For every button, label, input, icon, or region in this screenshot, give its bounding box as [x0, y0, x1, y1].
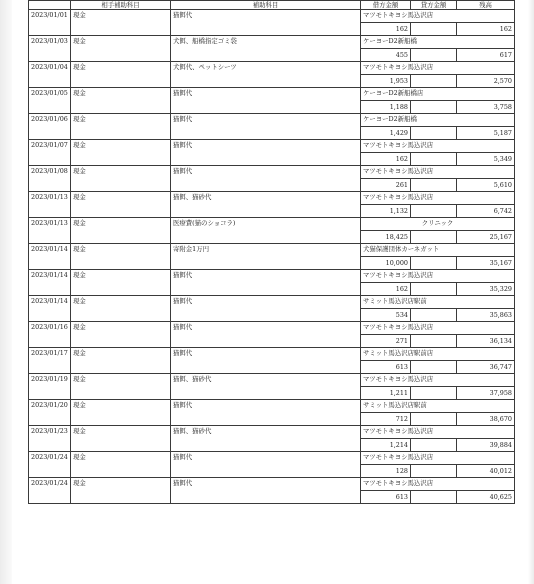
entry-balance: 162 [457, 23, 515, 36]
entry-store: サミット馬込沢店駅前 [361, 400, 515, 413]
entry-account: 現金 [71, 400, 171, 426]
entry-date: 2023/01/06 [29, 114, 71, 140]
entry-debit: 1,429 [361, 127, 411, 140]
entry-description: 犬餌代、ペットシーツ [171, 62, 361, 88]
entry-date: 2023/01/14 [29, 270, 71, 296]
entry-date: 2023/01/13 [29, 192, 71, 218]
entry-balance: 5,610 [457, 179, 515, 192]
entry-store: 犬猫保護団体カーネガット [361, 244, 515, 257]
header-row [29, 1, 515, 10]
entry-date: 2023/01/01 [29, 10, 71, 36]
entry-store: サミット馬込沢店駅前店 [361, 348, 515, 361]
entry-debit: 261 [361, 179, 411, 192]
entry-store: マツモトキヨシ馬込沢店 [361, 374, 515, 387]
entry-account: 現金 [71, 426, 171, 452]
ledger-entry-top [29, 426, 515, 439]
ledger-entry-top [29, 322, 515, 335]
entry-balance: 35,329 [457, 283, 515, 296]
ledger-body [29, 10, 515, 504]
entry-date: 2023/01/13 [29, 218, 71, 244]
entry-debit: 1,953 [361, 75, 411, 88]
entry-date: 2023/01/24 [29, 452, 71, 478]
entry-balance: 40,625 [457, 491, 515, 504]
ledger-entry-top [29, 10, 515, 23]
ledger-table [28, 0, 515, 504]
entry-store: マツモトキヨシ馬込沢店 [361, 452, 515, 465]
page-right-shadow [528, 0, 534, 584]
entry-date: 2023/01/07 [29, 140, 71, 166]
entry-credit [411, 465, 457, 478]
entry-description: 猫餌、猫砂代 [171, 192, 361, 218]
entry-debit: 534 [361, 309, 411, 322]
ledger-entry-top [29, 270, 515, 283]
entry-account: 現金 [71, 478, 171, 504]
entry-balance: 5,187 [457, 127, 515, 140]
entry-store: マツモトキヨシ馬込沢店 [361, 192, 515, 205]
entry-credit [411, 309, 457, 322]
entry-date: 2023/01/14 [29, 296, 71, 322]
entry-credit [411, 101, 457, 114]
entry-debit: 455 [361, 49, 411, 62]
entry-description: 猫餌代 [171, 140, 361, 166]
entry-debit: 1,188 [361, 101, 411, 114]
entry-account: 現金 [71, 348, 171, 374]
ledger-entry-top [29, 244, 515, 257]
entry-store: マツモトキヨシ馬込沢店 [361, 322, 515, 335]
entry-balance: 2,570 [457, 75, 515, 88]
entry-account: 現金 [71, 140, 171, 166]
entry-account: 現金 [71, 452, 171, 478]
entry-store: マツモトキヨシ馬込沢店 [361, 478, 515, 491]
entry-balance: 5,349 [457, 153, 515, 166]
entry-date: 2023/01/14 [29, 244, 71, 270]
header-date [29, 1, 71, 10]
entry-debit: 271 [361, 335, 411, 348]
entry-credit [411, 361, 457, 374]
entry-date: 2023/01/08 [29, 166, 71, 192]
entry-store: ケーヨーD2新船橋店 [361, 88, 515, 101]
entry-description: 猫餌代 [171, 166, 361, 192]
entry-credit [411, 153, 457, 166]
entry-balance: 617 [457, 49, 515, 62]
entry-credit [411, 49, 457, 62]
entry-store: マツモトキヨシ馬込沢店 [361, 166, 515, 179]
entry-store: ケーヨーD2新船橋 [361, 114, 515, 127]
entry-credit [411, 283, 457, 296]
entry-account: 現金 [71, 88, 171, 114]
entry-store: マツモトキヨシ馬込沢店 [361, 10, 515, 23]
entry-credit [411, 257, 457, 270]
entry-store: マツモトキヨシ馬込沢店 [361, 140, 515, 153]
entry-account: 現金 [71, 166, 171, 192]
ledger-entry-top [29, 400, 515, 413]
entry-balance: 36,747 [457, 361, 515, 374]
ledger-entry-top [29, 88, 515, 101]
entry-date: 2023/01/23 [29, 426, 71, 452]
entry-account: 現金 [71, 62, 171, 88]
ledger-entry-top [29, 62, 515, 75]
page-left-shadow [0, 0, 12, 584]
ledger-entry-top [29, 140, 515, 153]
entry-balance: 6,742 [457, 205, 515, 218]
entry-store: マツモトキヨシ馬込沢店 [361, 270, 515, 283]
entry-credit [411, 179, 457, 192]
entry-credit [411, 413, 457, 426]
header-credit: 貸方金額 [411, 1, 457, 10]
ledger-entry-top [29, 348, 515, 361]
entry-balance: 25,167 [457, 231, 515, 244]
entry-debit: 128 [361, 465, 411, 478]
entry-balance: 35,863 [457, 309, 515, 322]
entry-date: 2023/01/20 [29, 400, 71, 426]
entry-date: 2023/01/05 [29, 88, 71, 114]
ledger-entry-top [29, 478, 515, 491]
entry-debit: 1,214 [361, 439, 411, 452]
entry-description: 猫餌代 [171, 452, 361, 478]
entry-account: 現金 [71, 218, 171, 244]
entry-balance: 38,670 [457, 413, 515, 426]
entry-description: 医療費(猫のショコラ) [171, 218, 361, 244]
entry-balance: 36,134 [457, 335, 515, 348]
entry-account: 現金 [71, 10, 171, 36]
entry-description: 猫餌代 [171, 10, 361, 36]
entry-credit [411, 127, 457, 140]
entry-balance: 40,012 [457, 465, 515, 478]
entry-balance: 37,958 [457, 387, 515, 400]
entry-credit [411, 491, 457, 504]
entry-date: 2023/01/19 [29, 374, 71, 400]
entry-credit [411, 205, 457, 218]
entry-store: クリニック [361, 218, 515, 231]
entry-description: 猫餌代 [171, 348, 361, 374]
entry-debit: 162 [361, 153, 411, 166]
header-debit: 借方金額 [361, 1, 411, 10]
entry-account: 現金 [71, 296, 171, 322]
entry-description: 犬餌、船橋指定ゴミ袋 [171, 36, 361, 62]
entry-description: 猫餌代 [171, 114, 361, 140]
entry-description: 猫餌代 [171, 296, 361, 322]
entry-account: 現金 [71, 374, 171, 400]
entry-balance: 35,167 [457, 257, 515, 270]
entry-date: 2023/01/17 [29, 348, 71, 374]
entry-description: 寄附金1万円 [171, 244, 361, 270]
entry-credit [411, 231, 457, 244]
entry-debit: 10,000 [361, 257, 411, 270]
entry-description: 猫餌代 [171, 478, 361, 504]
entry-debit: 18,425 [361, 231, 411, 244]
ledger-entry-top [29, 114, 515, 127]
entry-store: ケーヨーD2新船橋 [361, 36, 515, 49]
entry-description: 猫餌代 [171, 400, 361, 426]
entry-account: 現金 [71, 322, 171, 348]
entry-description: 猫餌代 [171, 270, 361, 296]
ledger-entry-top [29, 374, 515, 387]
entry-debit: 1,132 [361, 205, 411, 218]
entry-balance: 39,884 [457, 439, 515, 452]
entry-date: 2023/01/24 [29, 478, 71, 504]
ledger-entry-top [29, 218, 515, 231]
entry-debit: 162 [361, 283, 411, 296]
entry-date: 2023/01/03 [29, 36, 71, 62]
entry-debit: 613 [361, 361, 411, 374]
ledger-entry-top [29, 36, 515, 49]
entry-account: 現金 [71, 114, 171, 140]
entry-debit: 162 [361, 23, 411, 36]
header-balance: 残高 [457, 1, 515, 10]
header-sub: 補助科目 [171, 1, 361, 10]
entry-debit: 712 [361, 413, 411, 426]
entry-debit: 1,211 [361, 387, 411, 400]
entry-account: 現金 [71, 192, 171, 218]
entry-date: 2023/01/04 [29, 62, 71, 88]
entry-store: サミット馬込沢店駅前 [361, 296, 515, 309]
entry-balance: 3,758 [457, 101, 515, 114]
entry-account: 現金 [71, 270, 171, 296]
entry-description: 猫餌代 [171, 88, 361, 114]
entry-credit [411, 23, 457, 36]
entry-credit [411, 75, 457, 88]
ledger-entry-top [29, 192, 515, 205]
entry-credit [411, 387, 457, 400]
entry-store: マツモトキヨシ馬込沢店 [361, 426, 515, 439]
ledger-entry-top [29, 296, 515, 309]
ledger-entry-top [29, 452, 515, 465]
entry-credit [411, 439, 457, 452]
entry-date: 2023/01/16 [29, 322, 71, 348]
entry-credit [411, 335, 457, 348]
header-counter-sub: 相手補助科目 [71, 1, 171, 10]
entry-description: 猫餌代 [171, 322, 361, 348]
entry-description: 猫餌、猫砂代 [171, 374, 361, 400]
entry-account: 現金 [71, 244, 171, 270]
entry-account: 現金 [71, 36, 171, 62]
entry-description: 猫餌、猫砂代 [171, 426, 361, 452]
entry-debit: 613 [361, 491, 411, 504]
entry-store: マツモトキヨシ馬込沢店 [361, 62, 515, 75]
ledger-entry-top [29, 166, 515, 179]
